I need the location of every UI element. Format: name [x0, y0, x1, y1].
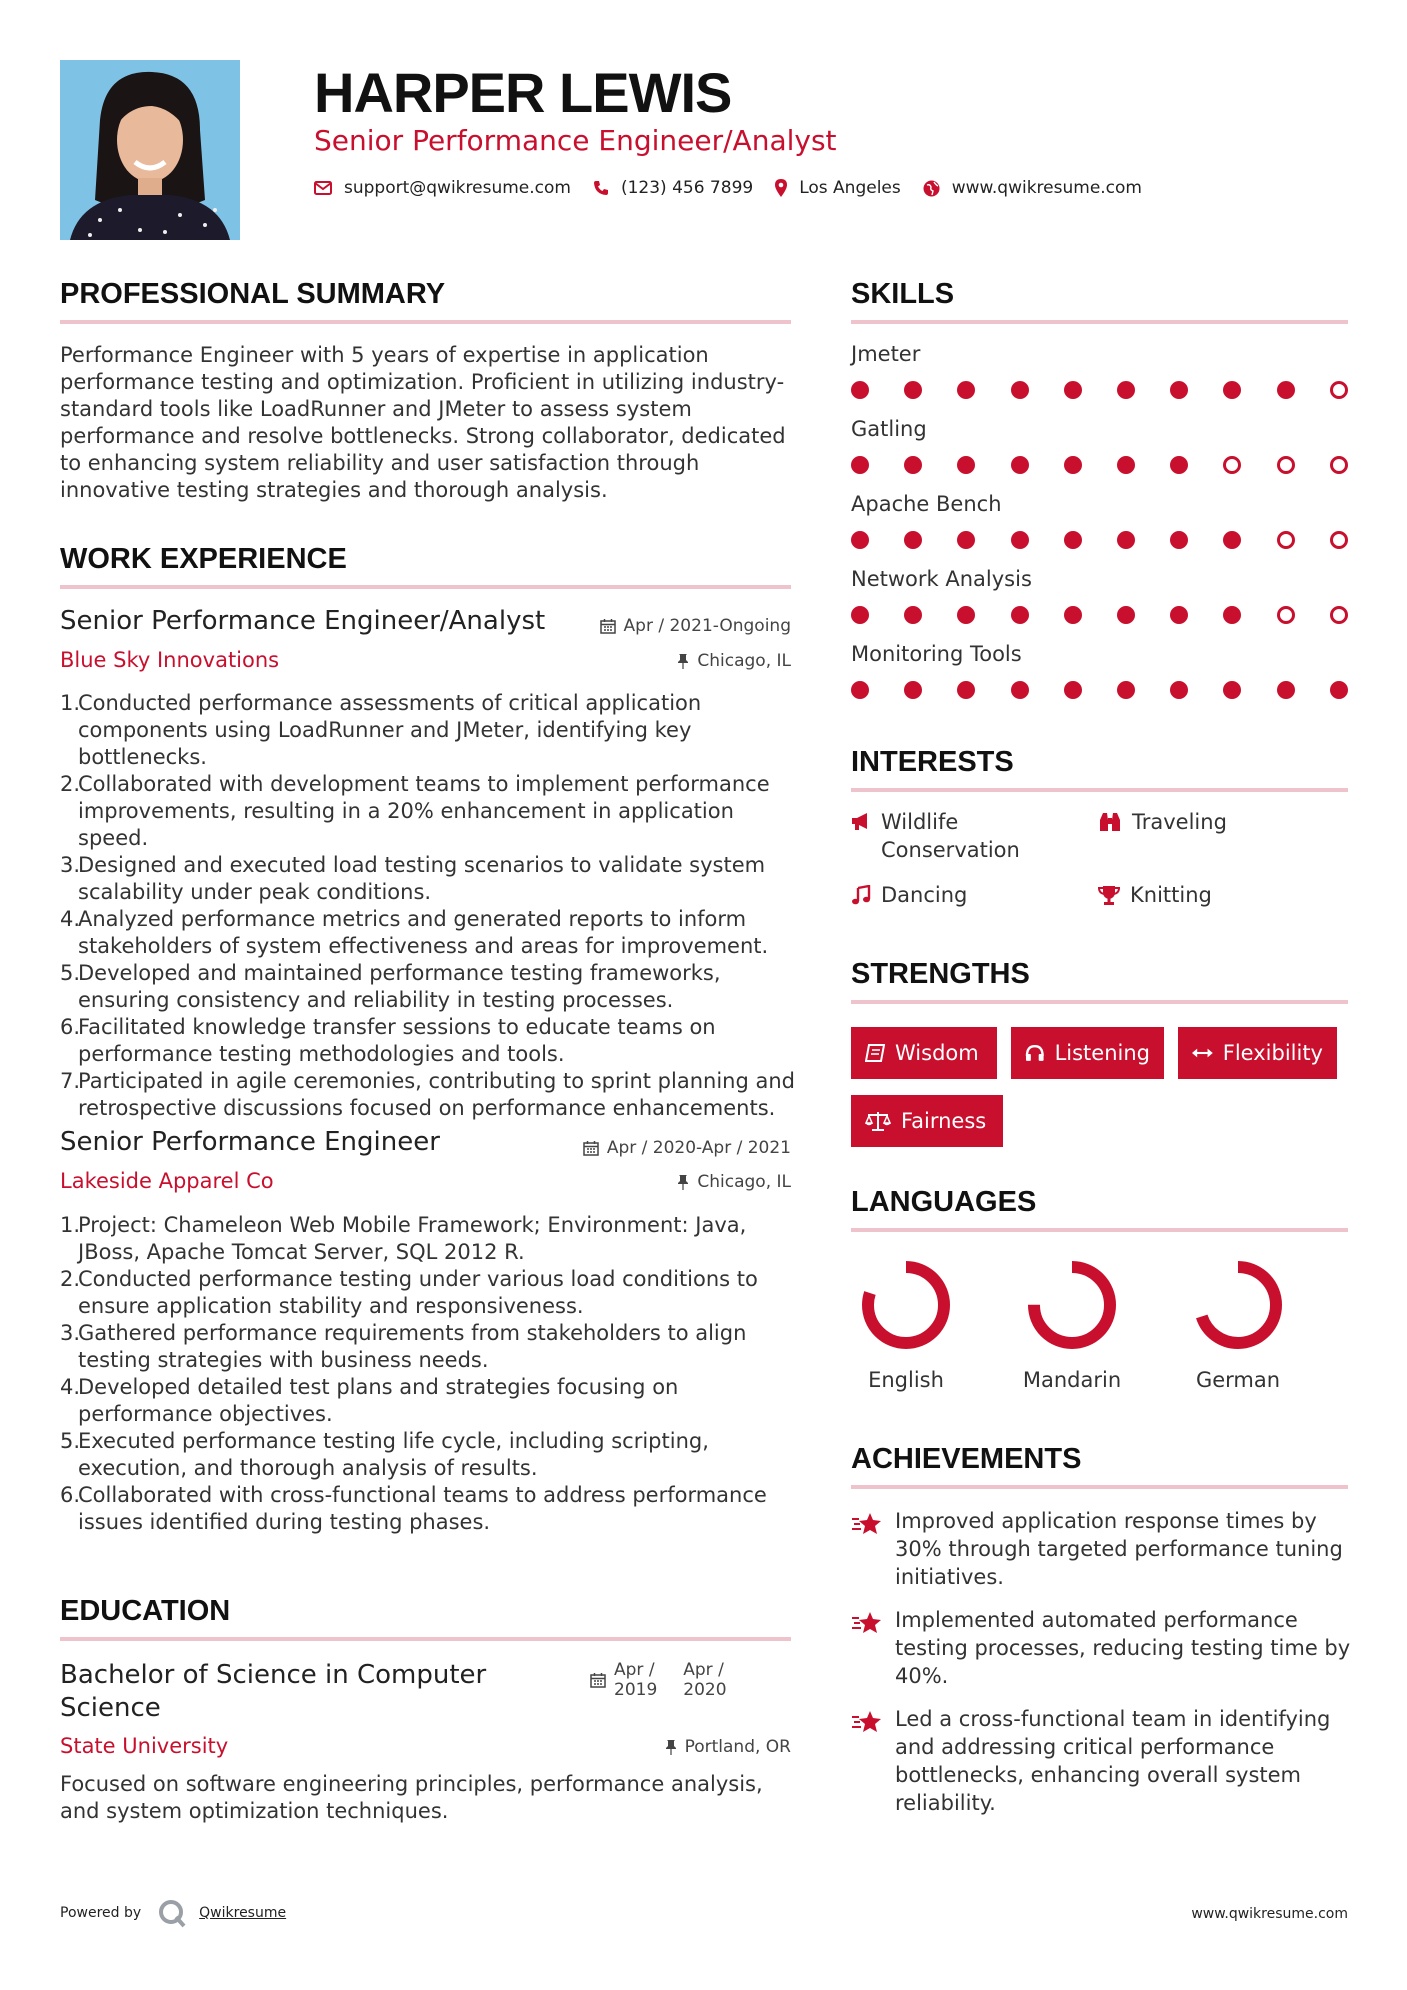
job-dates — [600, 616, 791, 636]
language-level-arc — [1200, 1267, 1276, 1343]
list-item: Participated in agile ceremonies, contributing to sprint planning and retrospective discussions focused on performance enhancements. — [78, 1069, 795, 1120]
rating-dot-filled — [1223, 681, 1241, 699]
language-gauge — [841, 1255, 971, 1359]
phone-text: (123) 456 7899 — [620, 178, 754, 198]
interests-heading: INTERESTS — [851, 746, 1014, 778]
achievement-line: bottlenecks, enhancing overall system — [895, 1763, 1302, 1787]
interest-item — [851, 808, 1020, 864]
book-icon — [865, 1044, 885, 1062]
rating-dot-filled — [851, 456, 869, 474]
list-item: Developed detailed test plans and strategies focusing on performance objectives. — [78, 1375, 679, 1426]
star-award-icon — [851, 1511, 883, 1537]
interest-item — [1098, 881, 1212, 909]
rating-dot-filled — [904, 456, 922, 474]
strength-label: Fairness — [901, 1109, 987, 1133]
education-end — [683, 1660, 726, 1700]
list-item: Analyzed performance metrics and generated reports to inform stakeholders of system effectiveness and areas for improvement. — [78, 907, 769, 958]
interest-label: Traveling — [1132, 810, 1227, 834]
interest-label: Knitting — [1130, 883, 1212, 907]
summary-text: Performance Engineer with 5 years of expertise in application performance testing and optimization. Proficient in utilizing industry-standard tools like LoadRunner and JMeter to assess system performance and resolve bottlenecks. Strong collaborator, dedicated to enhancing system reliability and user satisfaction through innovative testing strategies and thorough analysis. — [60, 343, 786, 502]
strengths-rule — [851, 1000, 1348, 1004]
rating-dot-filled — [1330, 681, 1348, 699]
skill-rating — [851, 681, 1351, 701]
rating-dot-filled — [1011, 606, 1029, 624]
achievement-line: 30% through targeted performance tuning — [895, 1537, 1343, 1561]
rating-dot-filled — [1011, 531, 1029, 549]
rating-dot-filled — [1011, 381, 1029, 399]
rating-dot-filled — [1170, 381, 1188, 399]
rating-dot-filled — [904, 681, 922, 699]
language-name: English — [868, 1368, 944, 1392]
rating-dot-filled — [1170, 456, 1188, 474]
job-company: Blue Sky Innovations — [60, 648, 280, 672]
skill-rating — [851, 606, 1351, 626]
end-month: Apr / — [683, 1660, 724, 1680]
start-year: 2019 — [614, 1680, 658, 1700]
rating-dot-filled — [1011, 456, 1029, 474]
list-item: Project: Chameleon Web Mobile Framework; Environment: Java, JBoss, Apache Tomcat Server, SQL 2012 R. — [78, 1213, 747, 1264]
rating-dot-filled — [1117, 681, 1135, 699]
phone-icon — [593, 180, 609, 196]
degree-line: Science — [60, 1693, 161, 1723]
rating-dot-filled — [1064, 381, 1082, 399]
skill-name: Apache Bench — [851, 492, 1002, 516]
interest-item — [1098, 808, 1227, 836]
interest-label: Dancing — [881, 883, 968, 907]
rating-dot-empty — [1330, 456, 1348, 474]
website-text: www.qwikresume.com — [951, 178, 1142, 198]
languages-heading: LANGUAGES — [851, 1186, 1037, 1218]
calendar-icon — [590, 1672, 606, 1688]
star-award-icon — [851, 1709, 883, 1735]
rating-dot-filled — [1117, 381, 1135, 399]
strength-badge — [851, 1095, 1003, 1147]
achievement-item — [851, 1705, 1351, 1817]
rating-dot-filled — [904, 531, 922, 549]
rating-dot-empty — [1330, 381, 1348, 399]
strength-badge — [851, 1027, 997, 1079]
pushpin-icon — [677, 1174, 689, 1190]
strength-label: Flexibility — [1222, 1041, 1323, 1065]
arrows-horizontal-icon — [1192, 1046, 1213, 1060]
rating-dot-filled — [957, 681, 975, 699]
music-icon — [851, 885, 871, 905]
skill-rating — [851, 531, 1351, 551]
rating-dot-filled — [1170, 531, 1188, 549]
list-item: Conducted performance testing under various load conditions to ensure application stability and responsiveness. — [78, 1267, 758, 1318]
education-location — [665, 1737, 791, 1757]
skill-name: Monitoring Tools — [851, 642, 1022, 666]
list-item: Executed performance testing life cycle, including scripting, execution, and thorough analysis of results. — [78, 1429, 709, 1480]
calendar-icon — [583, 1140, 599, 1156]
achievement-line: Improved application response times by — [895, 1509, 1317, 1533]
education-description: Focused on software engineering principles, performance analysis, and system optimization techniques. — [60, 1772, 763, 1823]
contact-email[interactable] — [314, 178, 571, 198]
list-item: Conducted performance assessments of critical application components using LoadRunner and JMeter, identifying key bottlenecks. — [78, 691, 702, 769]
rating-dot-filled — [1064, 531, 1082, 549]
rating-dot-filled — [1277, 381, 1295, 399]
achievements-heading: ACHIEVEMENTS — [851, 1443, 1082, 1475]
language-gauge — [1173, 1255, 1303, 1359]
interest-item — [851, 881, 967, 909]
achievement-line: Implemented automated performance — [895, 1608, 1298, 1632]
job-location — [677, 1172, 791, 1192]
education-location-text: Portland, OR — [684, 1737, 791, 1757]
contact-phone[interactable] — [593, 178, 753, 198]
location-text: Los Angeles — [799, 178, 901, 198]
language-level-arc — [868, 1267, 944, 1343]
achievement-line: initiatives. — [895, 1565, 1004, 1589]
list-item: Collaborated with cross-functional teams to address performance issues identified during testing phases. — [78, 1483, 767, 1534]
qwikresume-link[interactable]: Qwikresume — [199, 1905, 287, 1921]
job-dates-text: Apr / 2020-Apr / 2021 — [606, 1138, 791, 1158]
skills-rule — [851, 320, 1348, 324]
qwikresume-logo-icon — [157, 1898, 187, 1928]
skill-rating — [851, 456, 1351, 476]
profile-photo — [60, 60, 240, 240]
achievement-line: 40%. — [895, 1664, 949, 1688]
email-text: support@qwikresume.com — [344, 178, 571, 198]
degree-line: Bachelor of Science in Computer — [60, 1660, 487, 1690]
job-dates-text: Apr / 2021-Ongoing — [623, 616, 791, 636]
rating-dot-filled — [1170, 681, 1188, 699]
rating-dot-filled — [904, 606, 922, 624]
contact-location — [775, 178, 901, 198]
achievements-rule — [851, 1485, 1348, 1489]
rating-dot-filled — [1064, 606, 1082, 624]
rating-dot-filled — [1064, 456, 1082, 474]
end-year: 2020 — [683, 1680, 727, 1700]
strength-badge — [1011, 1027, 1164, 1079]
binoculars-icon — [1098, 812, 1122, 832]
education-start — [614, 1660, 657, 1700]
contact-bar — [314, 178, 1164, 198]
star-award-icon — [851, 1610, 883, 1636]
skill-name: Network Analysis — [851, 567, 1032, 591]
rating-dot-empty — [1223, 456, 1241, 474]
language-gauge — [1007, 1255, 1137, 1359]
powered-by-text: Powered by — [60, 1905, 142, 1921]
list-item: Gathered performance requirements from stakeholders to align testing strategies with business needs. — [78, 1321, 747, 1372]
interests-rule — [851, 788, 1348, 792]
rating-dot-filled — [904, 381, 922, 399]
degree-title — [60, 1659, 486, 1725]
footer-branding — [60, 1898, 286, 1928]
achievement-line: reliability. — [895, 1791, 996, 1815]
language-name: Mandarin — [1022, 1368, 1122, 1392]
rating-dot-filled — [957, 531, 975, 549]
strength-label: Wisdom — [895, 1041, 979, 1065]
envelope-icon — [314, 181, 332, 195]
rating-dot-filled — [1117, 531, 1135, 549]
footer-url[interactable]: www.qwikresume.com — [1191, 1906, 1348, 1922]
skill-rating — [851, 381, 1351, 401]
interest-label: Wildlife — [881, 810, 959, 834]
rating-dot-empty — [1330, 531, 1348, 549]
calendar-icon — [600, 618, 616, 634]
list-item: Developed and maintained performance testing frameworks, ensuring consistency and reliability in testing processes. — [78, 961, 721, 1012]
rating-dot-filled — [1223, 381, 1241, 399]
job-bullets — [60, 1212, 800, 1536]
strengths-heading: STRENGTHS — [851, 958, 1030, 990]
contact-website[interactable] — [923, 178, 1142, 198]
headphones-icon — [1025, 1044, 1045, 1062]
experience-rule — [60, 585, 791, 589]
experience-heading: WORK EXPERIENCE — [60, 543, 347, 575]
rating-dot-filled — [851, 681, 869, 699]
job-company: Lakeside Apparel Co — [60, 1169, 274, 1193]
pushpin-icon — [677, 653, 689, 669]
job-bullets — [60, 690, 800, 1122]
job-dates — [583, 1138, 791, 1158]
summary-heading: PROFESSIONAL SUMMARY — [60, 278, 446, 310]
rating-dot-filled — [1011, 681, 1029, 699]
rating-dot-empty — [1277, 606, 1295, 624]
achievement-item — [851, 1507, 1351, 1591]
rating-dot-empty — [1330, 606, 1348, 624]
rating-dot-filled — [957, 456, 975, 474]
language-name: German — [1195, 1368, 1281, 1392]
rating-dot-filled — [851, 531, 869, 549]
rating-dot-filled — [851, 381, 869, 399]
rating-dot-filled — [1223, 531, 1241, 549]
job-title: Senior Performance Engineer — [60, 1127, 440, 1157]
strength-label: Listening — [1054, 1041, 1150, 1065]
achievement-line: Led a cross-functional team in identifying — [895, 1707, 1331, 1731]
candidate-title: Senior Performance Engineer/Analyst — [314, 124, 837, 157]
rating-dot-filled — [1117, 456, 1135, 474]
job-title: Senior Performance Engineer/Analyst — [60, 606, 546, 636]
rating-dot-filled — [957, 381, 975, 399]
summary-rule — [60, 320, 791, 324]
candidate-name: HARPER LEWIS — [314, 61, 732, 124]
rating-dot-empty — [1277, 456, 1295, 474]
list-item: Facilitated knowledge transfer sessions to educate teams on performance testing methodologies and tools. — [78, 1015, 716, 1066]
map-pin-icon — [775, 179, 787, 197]
job-location — [677, 651, 791, 671]
rating-dot-empty — [1277, 531, 1295, 549]
rating-dot-filled — [957, 606, 975, 624]
achievement-line: testing processes, reducing testing time by — [895, 1636, 1351, 1660]
scale-icon — [865, 1111, 891, 1131]
skill-name: Jmeter — [851, 342, 921, 366]
interest-label: Conservation — [881, 838, 1020, 862]
rating-dot-filled — [1117, 606, 1135, 624]
achievement-item — [851, 1606, 1351, 1690]
language-level-arc — [1034, 1267, 1110, 1343]
education-dates — [590, 1660, 727, 1700]
education-heading: EDUCATION — [60, 1595, 231, 1627]
start-month: Apr / — [614, 1660, 655, 1680]
rating-dot-filled — [1277, 681, 1295, 699]
strength-badge — [1178, 1027, 1337, 1079]
rating-dot-filled — [1170, 606, 1188, 624]
pushpin-icon — [665, 1739, 677, 1755]
list-item: Designed and executed load testing scenarios to validate system scalability under peak conditions. — [78, 853, 766, 904]
languages-rule — [851, 1228, 1348, 1232]
rating-dot-filled — [851, 606, 869, 624]
skill-name: Gatling — [851, 417, 927, 441]
job-location-text: Chicago, IL — [697, 1172, 791, 1192]
trophy-icon — [1098, 885, 1120, 905]
list-item: Collaborated with development teams to implement performance improvements, resulting in a 20% enhancement in application speed. — [78, 772, 770, 850]
bullhorn-icon — [851, 812, 871, 832]
rating-dot-filled — [1223, 606, 1241, 624]
skills-heading: SKILLS — [851, 278, 955, 310]
globe-icon — [923, 180, 940, 197]
achievement-line: and addressing critical performance — [895, 1735, 1275, 1759]
education-rule — [60, 1637, 791, 1641]
job-location-text: Chicago, IL — [697, 651, 791, 671]
school-name: State University — [60, 1734, 229, 1758]
rating-dot-filled — [1064, 681, 1082, 699]
